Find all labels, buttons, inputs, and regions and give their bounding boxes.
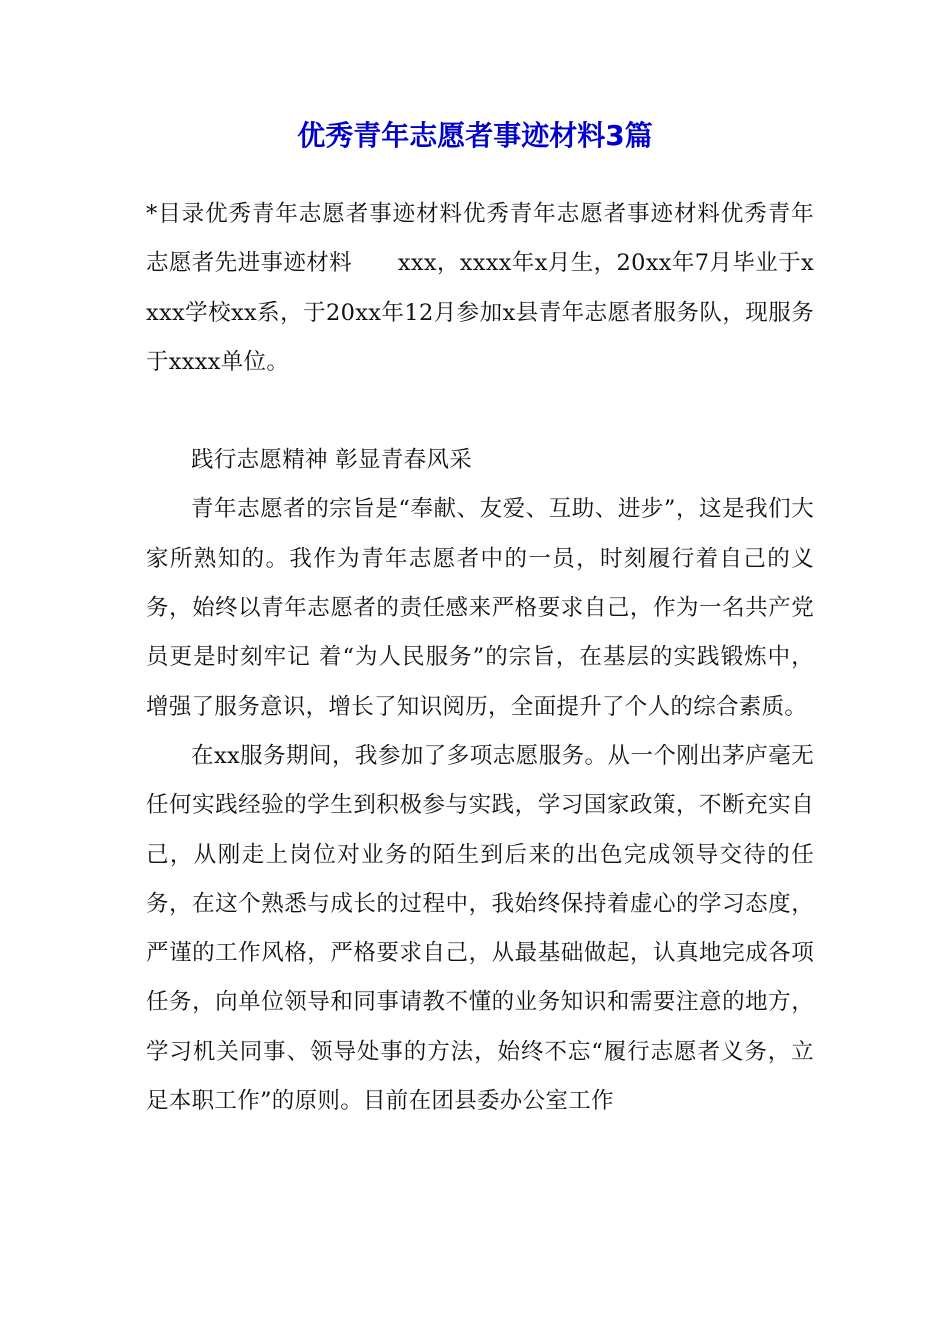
document-title: 优秀青年志愿者事迹材料3篇	[297, 119, 653, 152]
document-body	[146, 190, 814, 1126]
body-paragraph-1: 青年志愿者的宗旨是“奉献、友爱、互助、进步”，这是我们大家所熟知的。我作为青年志愿者中的一员，时刻履行着自己的义务，始终以青年志愿者的责任感来严格要求自己，作为一名共产党员更是时刻牢记 着“为人民服务”的宗旨，在基层的实践锻炼中，增强了服务意识，增长了知识阅历，全面提升了个人的综合素质。	[146, 496, 814, 720]
section-heading: 践行志愿精神 彰显青春风采	[191, 447, 473, 474]
paragraph-spacer	[146, 387, 814, 436]
body-paragraph-2: 在xx服务期间，我参加了多项志愿服务。从一个刚出茅庐毫无任何实践经验的学生到积极参与实践，学习国家政策，不断充实自己，从刚走上岗位对业务的陌生到后来的出色完成领导交待的任务，在这个熟悉与成长的过程中，我始终保持着虚心的学习态度，严谨的工作风格，严格要求自己，从最基础做起，认真地完成各项任务，向单位领导和同事请教不懂的业务知识和需要注意的地方，学习机关同事、领导处事的方法，始终不忘“履行志愿者义务，立足本职工作”的原则。目前在团县委办公室工作	[146, 742, 814, 1115]
intro-paragraph: *目录优秀青年志愿者事迹材料优秀青年志愿者事迹材料优秀青年志愿者先进事迹材料 xxx，xxxx年x月生，20xx年7月毕业于xxxx学校xx系，于20xx年12月参加x县青年志愿者服务队，现服务于xxxx单位。	[146, 201, 814, 375]
